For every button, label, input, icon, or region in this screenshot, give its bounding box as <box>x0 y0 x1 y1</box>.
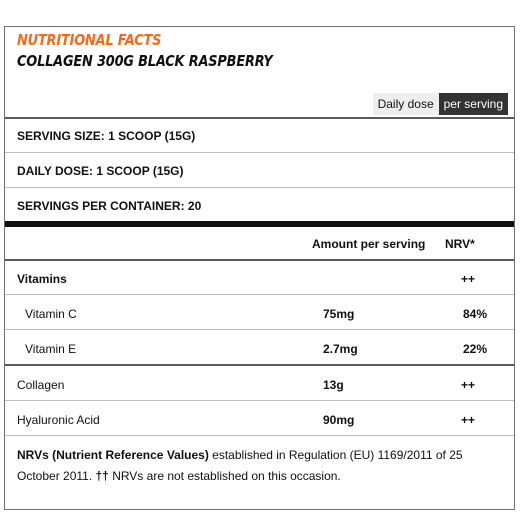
footnote-text-2: NRVs are not established on this occasion. <box>108 469 341 483</box>
table-row-nrv: 22% <box>463 342 488 356</box>
table-row-name: Hyaluronic Acid <box>17 413 100 427</box>
serving-size: SERVING SIZE: 1 SCOOP (15G) <box>17 129 196 143</box>
nrv-footnote <box>17 445 505 487</box>
divider <box>5 117 514 119</box>
footnote-dagger: †† <box>92 469 109 483</box>
nutrition-header <box>5 27 514 117</box>
divider <box>5 364 514 366</box>
table-row-name: Vitamins <box>17 272 67 286</box>
divider-thick <box>5 221 514 227</box>
divider <box>5 294 514 295</box>
daily-dose: DAILY DOSE: 1 SCOOP (15G) <box>17 164 184 178</box>
dose-toggle <box>373 93 508 115</box>
divider <box>5 152 514 153</box>
table-row-amount: 13g <box>323 378 344 392</box>
servings-per-container: SERVINGS PER CONTAINER: 20 <box>17 199 202 213</box>
table-row-nrv: ++ <box>461 413 476 427</box>
table-row-name: Vitamin C <box>25 307 77 321</box>
table-row-nrv: ++ <box>461 378 476 392</box>
daily-dose-toggle-button[interactable]: Daily dose <box>373 93 439 115</box>
product-title: COLLAGEN 300G BLACK RASPBERRY <box>17 52 273 70</box>
table-row-name: Collagen <box>17 378 65 392</box>
table-row-amount: 75mg <box>323 307 355 321</box>
footnote-text: established in Regulation (EU) 1169/2011 of 25 October 2011. <box>17 448 463 483</box>
column-header-amount: Amount per serving <box>312 237 426 251</box>
table-row-amount: 90mg <box>323 413 355 427</box>
divider <box>5 400 514 401</box>
divider <box>5 259 514 261</box>
per-serving-toggle-button[interactable]: per serving <box>439 93 508 115</box>
table-row-amount: 2.7mg <box>323 342 358 356</box>
footnote-bold: NRVs (Nutrient Reference Values) <box>17 448 209 462</box>
table-row-name: Vitamin E <box>25 342 77 356</box>
divider <box>5 435 514 436</box>
section-title: NUTRITIONAL FACTS <box>17 31 162 49</box>
divider <box>5 187 514 188</box>
divider <box>5 329 514 330</box>
table-row-nrv: ++ <box>461 272 476 286</box>
nutrition-facts-panel <box>4 26 515 510</box>
column-header-nrv: NRV* <box>445 237 475 251</box>
table-row-nrv: 84% <box>463 307 488 321</box>
